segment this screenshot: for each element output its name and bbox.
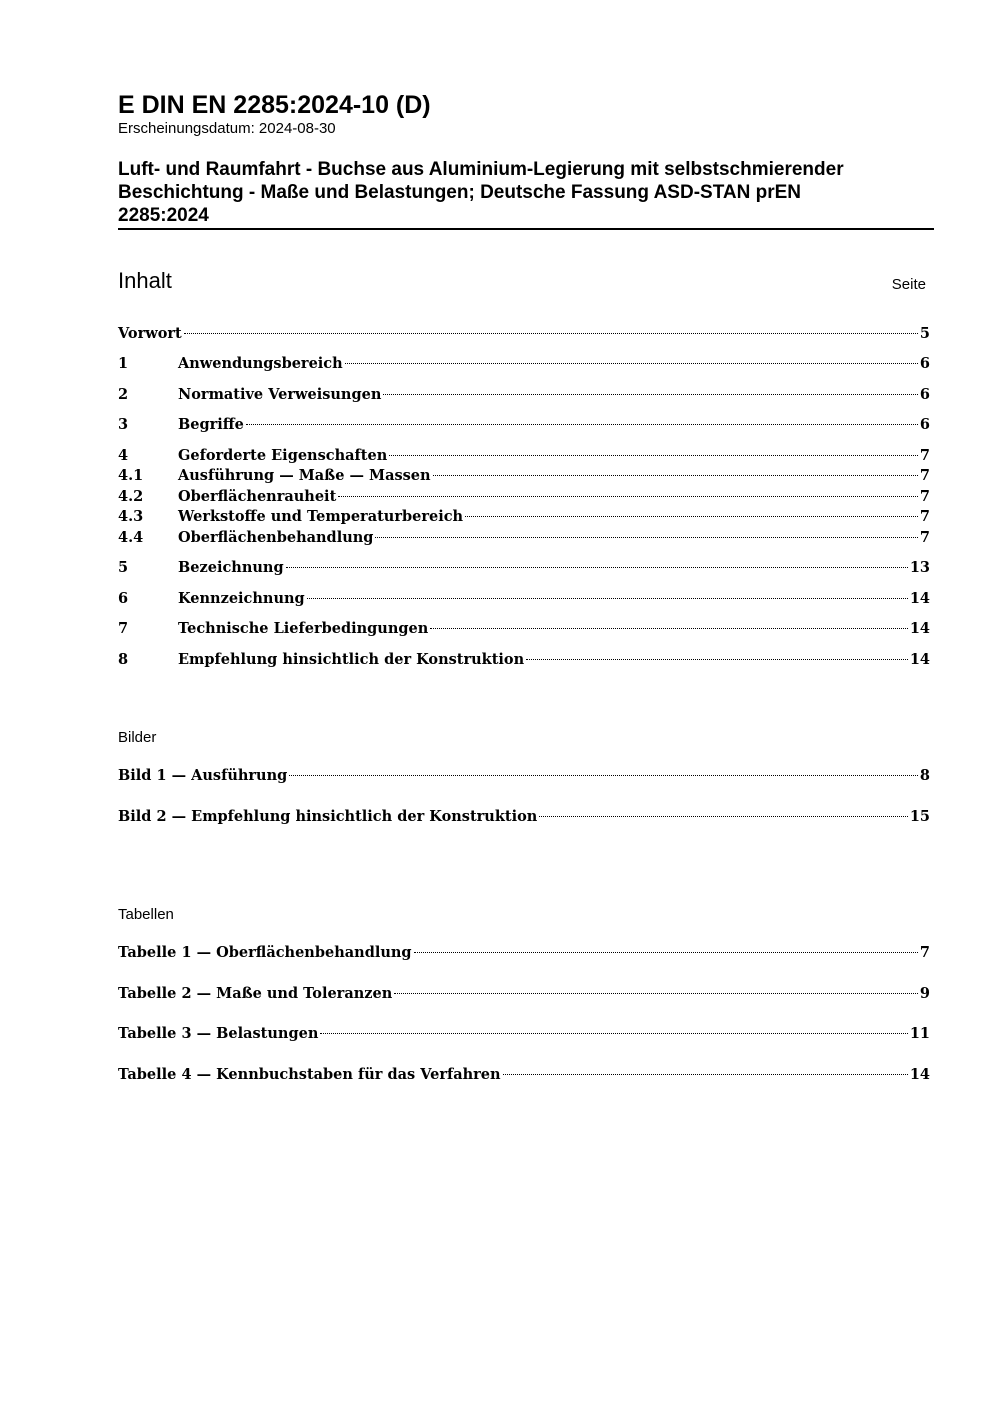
toc-entry-number: 3: [118, 416, 129, 433]
toc-entry-number: 1: [118, 355, 129, 372]
toc-entry-page: 14: [909, 620, 930, 637]
dot-leader: [394, 992, 918, 994]
dot-leader: [465, 515, 918, 517]
figure-entry-1[interactable]: [118, 767, 930, 787]
tables-section-label: Tabellen: [118, 906, 174, 923]
document-title-line: 2285:2024: [118, 205, 209, 226]
dot-leader: [389, 454, 918, 456]
table-entry-text: Tabelle 2 — Maße und Toleranzen: [118, 985, 393, 1002]
dot-leader: [375, 536, 917, 538]
document-header: [118, 90, 934, 230]
document-title-line: Luft- und Raumfahrt - Buchse aus Aluminium-Legierung mit selbstschmierender: [118, 159, 844, 180]
toc-page-label: Seite: [891, 276, 926, 293]
toc-entry-text: Anwendungsbereich: [178, 355, 343, 372]
toc-entry-text: Ausführung — Maße — Massen: [178, 467, 431, 484]
toc-entry-text: Werkstoffe und Temperaturbereich: [178, 508, 464, 525]
table-entry-2[interactable]: [118, 985, 930, 1005]
dot-leader: [503, 1073, 908, 1075]
toc-entry-4-2[interactable]: [118, 488, 930, 508]
toc-entry-page: 13: [909, 559, 930, 576]
dot-leader: [539, 815, 908, 817]
figures-section-label: Bilder: [118, 729, 157, 746]
toc-entry-page: 5: [919, 325, 930, 342]
dot-leader: [430, 627, 908, 629]
toc-entry-1[interactable]: [118, 355, 930, 375]
document-title: [118, 158, 934, 230]
toc-entry-5[interactable]: [118, 559, 930, 579]
toc-entry-page: 7: [919, 529, 930, 546]
dot-leader: [338, 495, 918, 497]
table-entry-1[interactable]: [118, 944, 930, 964]
toc-entry-number: 8: [118, 651, 129, 668]
toc-entry-2[interactable]: [118, 386, 930, 406]
toc-entry-number: 4.1: [118, 467, 144, 484]
table-entry-text: Tabelle 1 — Oberflächenbehandlung: [118, 944, 412, 961]
figure-entry-2[interactable]: [118, 808, 930, 828]
toc-entry-page: 6: [919, 355, 930, 372]
dot-leader: [383, 393, 918, 395]
table-entry-page: 7: [919, 944, 930, 961]
toc-entry-number: 4.4: [118, 529, 144, 546]
toc-entry-number: 7: [118, 620, 129, 637]
toc-entry-number: 5: [118, 559, 129, 576]
toc-entry-text: Kennzeichnung: [178, 590, 305, 607]
table-entry-page: 11: [909, 1025, 930, 1042]
toc-entry-page: 6: [919, 416, 930, 433]
toc-entry-6[interactable]: [118, 590, 930, 610]
figure-entry-page: 15: [909, 808, 930, 825]
toc-entry-7[interactable]: [118, 620, 930, 640]
dot-leader: [433, 474, 918, 476]
dot-leader: [307, 597, 908, 599]
publication-date: Erscheinungsdatum: 2024-08-30: [118, 120, 336, 137]
toc-entry-number: 6: [118, 590, 129, 607]
dot-leader: [286, 566, 908, 568]
toc-entry-text: Bezeichnung: [178, 559, 284, 576]
toc-entry-text: Oberflächenbehandlung: [178, 529, 374, 546]
table-entry-text: Tabelle 3 — Belastungen: [118, 1025, 319, 1042]
table-entry-page: 14: [909, 1066, 930, 1083]
toc-entry-page: 7: [919, 467, 930, 484]
toc-entry-4-3[interactable]: [118, 508, 930, 528]
toc-entry-text: Technische Lieferbedingungen: [178, 620, 429, 637]
toc-entry-page: 7: [919, 488, 930, 505]
dot-leader: [526, 658, 908, 660]
figure-entry-page: 8: [919, 767, 930, 784]
toc-entry-vorwort[interactable]: [118, 325, 930, 345]
figure-entry-text: Bild 1 — Ausführung: [118, 767, 288, 784]
toc-entry-page: 14: [909, 651, 930, 668]
toc-entry-4-1[interactable]: [118, 467, 930, 487]
dot-leader: [345, 362, 918, 364]
toc-entry-text: Geforderte Eigenschaften: [178, 447, 388, 464]
toc-entry-number: 2: [118, 386, 129, 403]
document-id: E DIN EN 2285:2024-10 (D): [118, 91, 431, 119]
toc-entry-page: 7: [919, 508, 930, 525]
toc-entry-text: Begriffe: [178, 416, 244, 433]
table-entry-3[interactable]: [118, 1025, 930, 1045]
toc-entry-text: Vorwort: [118, 325, 182, 342]
dot-leader: [320, 1032, 907, 1034]
toc-entry-4-4[interactable]: [118, 529, 930, 549]
table-entry-text: Tabelle 4 — Kennbuchstaben für das Verfahren: [118, 1066, 501, 1083]
dot-leader: [184, 332, 918, 334]
toc-entry-8[interactable]: [118, 651, 930, 671]
toc-title: Inhalt: [118, 268, 172, 293]
table-entry-4[interactable]: [118, 1066, 930, 1086]
toc-entry-number: 4.3: [118, 508, 144, 525]
document-title-line: Beschichtung - Maße und Belastungen; Deutsche Fassung ASD-STAN prEN: [118, 182, 802, 203]
figure-entry-text: Bild 2 — Empfehlung hinsichtlich der Konstruktion: [118, 808, 538, 825]
toc-entry-page: 7: [919, 447, 930, 464]
dot-leader: [414, 951, 918, 953]
toc-entry-number: 4: [118, 447, 129, 464]
toc-entry-text: Oberflächenrauheit: [178, 488, 337, 505]
toc-entry-3[interactable]: [118, 416, 930, 436]
dot-leader: [246, 423, 918, 425]
toc-entry-page: 6: [919, 386, 930, 403]
table-entry-page: 9: [919, 985, 930, 1002]
toc-entry-text: Empfehlung hinsichtlich der Konstruktion: [178, 651, 525, 668]
toc-entry-number: 4.2: [118, 488, 144, 505]
toc-entry-4[interactable]: [118, 447, 930, 467]
dot-leader: [289, 774, 918, 776]
toc-entry-text: Normative Verweisungen: [178, 386, 382, 403]
toc-entry-page: 14: [909, 590, 930, 607]
